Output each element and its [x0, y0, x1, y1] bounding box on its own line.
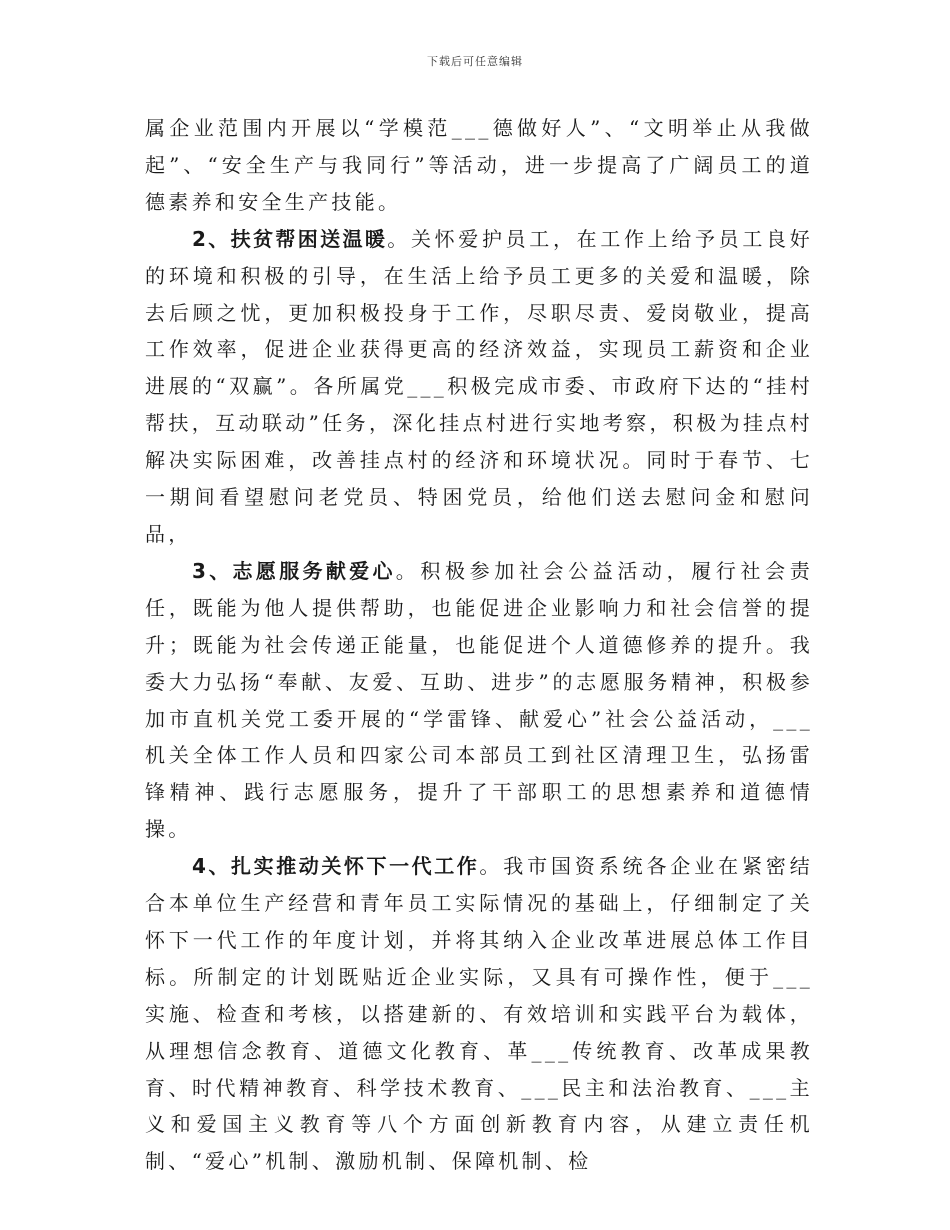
- paragraph-body: 属企业范围内开展以“学模范___德做好人”、“文明举止从我做起”、“安全生产与我同行”等活动，进一步提高了广阔员工的道德素养和安全生产技能。: [145, 116, 813, 214]
- paragraph-heading: 3、志愿服务献爱心: [192, 558, 396, 583]
- paragraph-body: 。关怀爱护员工，在工作上给予员工良好的环境和积极的引导，在生活上给予员工更多的关爱和温暖，除去后顾之忧，更加积极投身于工作，尽职尽责、爱岗敬业，提高工作效率，促进企业获得更高的经济效益，实现员工薪资和企业进展的“双赢”。各所属党___积极完成市委、市政府下达的“挂村帮扶，互动联动”任务，深化挂点村进行实地考察，积极为挂点村解决实际困难，改善挂点村的经济和环境状况。同时于春节、七一期间看望慰问老党员、特困党员，给他们送去慰问金和慰问品，: [145, 226, 813, 546]
- paragraph-heading: 2、扶贫帮困送温暖: [192, 226, 388, 251]
- paragraph-heading: 4、扎实推动关怀下一代工作: [192, 854, 480, 879]
- paragraph-body: 。积极参加社会公益活动，履行社会责任，既能为他人提供帮助，也能促进企业影响力和社会信誉的提升；既能为社会传递正能量，也能促进个人道德修养的提升。我委大力弘扬“奉献、友爱、互助、进步”的志愿服务精神，积极参加市直机关党工委开展的“学雷锋、献爱心”社会公益活动，___机关全体工作人员和四家公司本部员工到社区清理卫生，弘扬雷锋精神、践行志愿服务，提升了干部职工的思想素养和道德情操。: [145, 558, 813, 842]
- paragraph-poverty-relief: [145, 221, 813, 553]
- page-header-caption: 下载后可任意编辑: [427, 55, 523, 68]
- paragraph-volunteer-service: [145, 553, 813, 848]
- paragraph-continuation: [145, 110, 813, 221]
- document-body: [145, 110, 813, 1180]
- paragraph-next-generation: [145, 848, 813, 1180]
- paragraph-body: 。我市国资系统各企业在紧密结合本单位生产经营和青年员工实际情况的基础上，仔细制定了关怀下一代工作的年度计划，并将其纳入企业改革进展总体工作目标。所制定的计划既贴近企业实际，又具有可操作性，便于___实施、检查和考核，以搭建新的、有效培训和实践平台为载体，从理想信念教育、道德文化教育、革___传统教育、改革成果教育、时代精神教育、科学技术教育、___民主和法治教育、___主义和爱国主义教育等八个方面创新教育内容，从建立责任机制、“爱心”机制、激励机制、保障机制、检: [145, 854, 813, 1174]
